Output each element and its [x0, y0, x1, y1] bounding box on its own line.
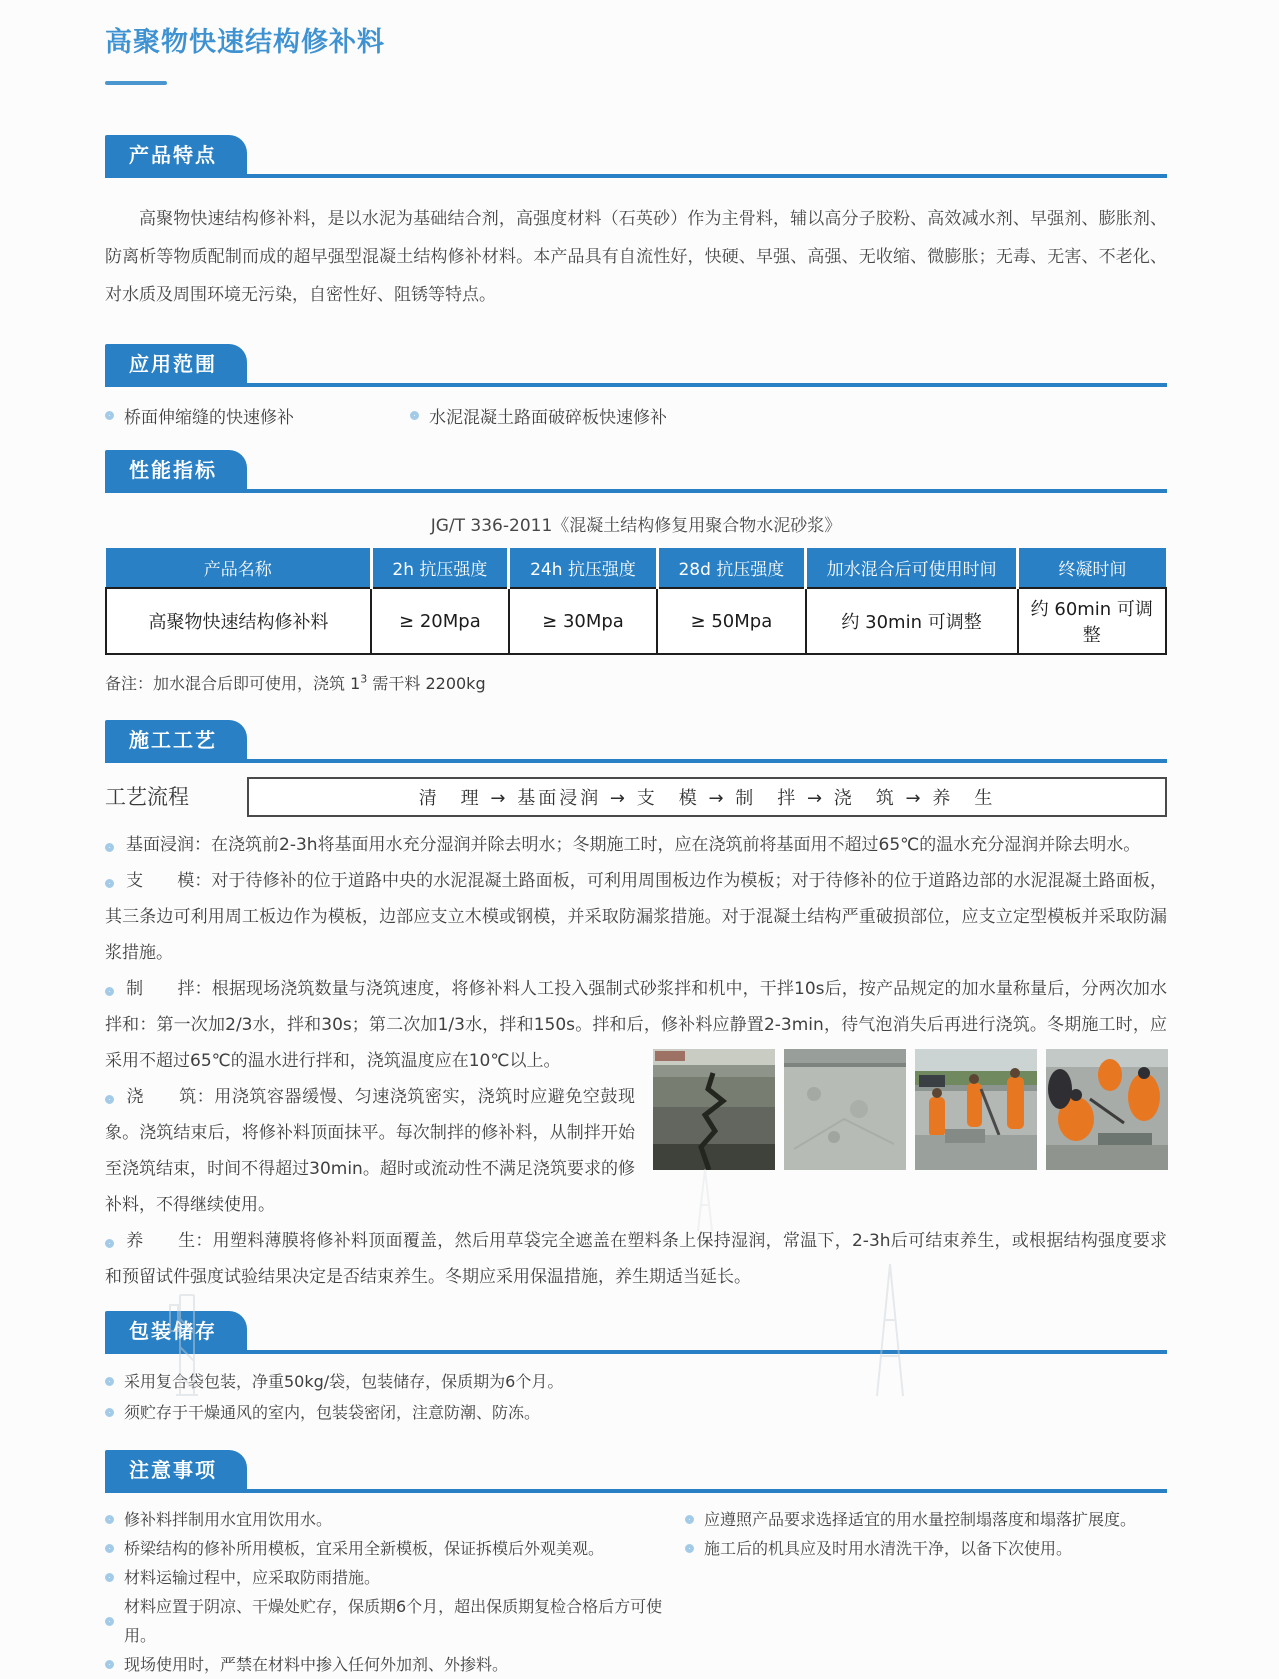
note-item-text: 应遵照产品要求选择适宜的用水量控制塌落度和塌落扩展度。 — [704, 1510, 1137, 1529]
section-tab-application: 应用范围 — [105, 344, 247, 383]
table-header-cell: 加水混合后可使用时间 — [806, 548, 1018, 588]
table-cell: ≥ 20Mpa — [371, 588, 509, 654]
section-tab-process: 施工工艺 — [105, 720, 247, 759]
ring-bullet-icon — [685, 1515, 694, 1524]
standard-reference: JG/T 336-2011《混凝土结构修复用聚合物水泥砂浆》 — [430, 516, 842, 536]
table-header-cell: 2h 抗压强度 — [371, 548, 509, 588]
process-steps — [105, 827, 1167, 1295]
ring-bullet-icon — [105, 1377, 114, 1386]
process-step-soaking — [105, 827, 1167, 863]
notes-left-column — [105, 1505, 685, 1679]
section-tab-features: 产品特点 — [105, 135, 247, 174]
note-item-text: 桥梁结构的修补所用模板，宜采用全新模板，保证拆模后外观美观。 — [124, 1539, 605, 1558]
section-head-notes — [105, 1450, 1167, 1493]
section-head-process — [105, 720, 1167, 763]
note-item — [105, 1650, 685, 1679]
table-header-cell: 产品名称 — [106, 548, 371, 588]
notes-grid — [105, 1505, 1167, 1679]
ring-bullet-icon — [105, 987, 114, 996]
process-flow-box: 清 理 → 基面浸润 → 支 模 → 制 拌 → 浇 筑 → 养 生 — [247, 777, 1167, 817]
process-flow-label: 工艺流程 — [105, 785, 189, 809]
table-cell: 约 30min 可调整 — [806, 588, 1018, 654]
section-head-packaging — [105, 1311, 1167, 1354]
table-note — [105, 671, 1167, 694]
section-tab-notes: 注意事项 — [105, 1450, 247, 1489]
ring-bullet-icon — [685, 1544, 694, 1553]
process-step-text: 支 模：对于待修补的位于道路中央的水泥混凝土路面板，可利用周围板边作为模板；对于待修补的位于道路边部的水泥混凝土路面板，其三条边可利用周工板边作为模板，边部应支立木模或钢模，并采取防漏浆措施。对于混凝土结构严重破损部位，应支立定型模板并采取防漏浆措施。 — [105, 871, 1167, 963]
section-head-features — [105, 135, 1167, 178]
cracked-pavement-photo — [653, 1049, 775, 1170]
table-note-sup: 3 — [360, 672, 368, 686]
ring-bullet-icon — [105, 1408, 114, 1417]
table-header-cell: 终凝时间 — [1018, 548, 1166, 588]
note-item-text: 现场使用时，严禁在材料中掺入任何外加剂、外掺料。 — [124, 1655, 509, 1674]
features-paragraph: 高聚物快速结构修补料，是以水泥为基础结合剂，高强度材料（石英砂）作为主骨料，辅以高分子胶粉、高效减水剂、早强剂、膨胀剂、防离析等物质配制而成的超早强型混凝土结构修补材料。本产品具有自流性好，快硬、早强、高强、无收缩、微膨胀；无毒、无害、不老化、对水质及周围环境无污染，自密性好、阻锈等特点。 — [105, 209, 1167, 305]
application-items — [105, 403, 1167, 428]
table-cell: ≥ 50Mpa — [657, 588, 805, 654]
concrete-surface-photo — [784, 1049, 906, 1170]
ring-bullet-icon — [410, 411, 419, 420]
section-head-application — [105, 344, 1167, 387]
process-step-formwork — [105, 863, 1167, 971]
table-header-row — [106, 548, 1166, 588]
note-item — [105, 1534, 685, 1563]
ring-bullet-icon — [105, 843, 114, 852]
application-item — [410, 403, 667, 428]
ring-bullet-icon — [105, 1660, 114, 1669]
process-step-text: 养 生：用塑料薄膜将修补料顶面覆盖，然后用草袋完全遮盖在塑料条上保持湿润，常温下，2-3h后可结束养生，或根据结构强度要求和预留试件强度试验结果决定是否结束养生。冬期应采用保温措施，养生期适当延长。 — [105, 1231, 1167, 1287]
table-header-cell: 28d 抗压强度 — [657, 548, 805, 588]
application-item-label: 桥面伸缩缝的快速修补 — [124, 408, 294, 428]
table-cell: 约 60min 可调整 — [1018, 588, 1166, 654]
ring-bullet-icon — [105, 879, 114, 888]
packaging-list — [105, 1366, 1167, 1428]
ring-bullet-icon — [105, 411, 114, 420]
note-item-text: 材料运输过程中，应采取防雨措施。 — [124, 1568, 381, 1587]
section-head-performance — [105, 450, 1167, 493]
page-title: 高聚物快速结构修补料 — [105, 27, 385, 58]
process-step-curing — [105, 1223, 1167, 1295]
application-item-label: 水泥混凝土路面破碎板快速修补 — [429, 408, 667, 428]
ring-bullet-icon — [105, 1573, 114, 1582]
process-step-text: 基面浸润：在浇筑前2-3h将基面用水充分湿润并除去明水；冬期施工时，应在浇筑前将基面用不超过65℃的温水充分湿润并除去明水。 — [126, 835, 1141, 855]
table-cell: ≥ 30Mpa — [509, 588, 657, 654]
road-repair-workers-photo — [915, 1049, 1037, 1170]
performance-table — [105, 548, 1167, 655]
process-step-mixing — [105, 971, 1167, 1079]
section-tab-performance: 性能指标 — [105, 450, 247, 489]
table-row — [106, 588, 1166, 654]
note-item — [105, 1505, 685, 1534]
table-header-cell: 24h 抗压强度 — [509, 548, 657, 588]
section-tab-packaging: 包装储存 — [105, 1311, 247, 1350]
application-item — [105, 403, 410, 428]
note-item-text: 施工后的机具应及时用水清洗干净，以备下次使用。 — [704, 1539, 1073, 1558]
ring-bullet-icon — [105, 1239, 114, 1248]
process-photo-strip — [653, 1049, 1167, 1170]
ring-bullet-icon — [105, 1095, 114, 1104]
table-note-text: 备注：加水混合后即可使用，浇筑 1 — [105, 674, 361, 693]
process-flow-row — [105, 777, 1167, 817]
table-cell: 高聚物快速结构修补料 — [106, 588, 371, 654]
process-step-text: 超过65℃的温水进行拌和，浇筑温度应在10℃以上。 — [156, 1051, 561, 1071]
process-step-text: 浇 筑：用浇筑容器缓慢、匀速浇筑密实，浇筑时应避免空鼓现象。浇筑结束后，将修补料顶面抹平。每次制拌的修补料，从制拌开始至浇筑结束，时间不得超过30min。超时或流动性不满足浇筑要求的修补料，不得继续使用。 — [105, 1087, 635, 1215]
note-item — [105, 1563, 685, 1592]
note-item-text: 修补料拌制用水宜用饮用水。 — [124, 1510, 333, 1529]
packaging-item-text: 须贮存于干燥通风的室内，包装袋密闭，注意防潮、防冻。 — [124, 1403, 541, 1422]
ring-bullet-icon — [105, 1544, 114, 1553]
workers-pouring-repair-photo — [1046, 1049, 1168, 1170]
note-item — [685, 1505, 1167, 1534]
ring-bullet-icon — [105, 1515, 114, 1524]
packaging-item — [105, 1366, 1167, 1397]
notes-right-column — [685, 1505, 1167, 1679]
note-item — [685, 1534, 1167, 1563]
packaging-item-text: 采用复合袋包装，净重50kg/袋，包装储存，保质期为6个月。 — [124, 1372, 564, 1391]
ring-bullet-icon — [105, 1617, 114, 1626]
process-step-text: 制 拌：根据现场浇筑数量与浇筑速度，将修补料人工投入强制式砂浆拌和机中，干拌10s后，按产品规定的加水量称量后，分两次加水拌和：第一次加2/3水，拌和30s；第二次加1/3水，拌和150s。拌和后，修补料应静置2-3min，待气泡消失后再进行浇筑。冬期施工时，应采用不 — [105, 979, 1167, 1071]
packaging-item — [105, 1397, 1167, 1428]
note-item — [105, 1592, 685, 1650]
table-note-text: 需干料 2200kg — [367, 674, 486, 693]
note-item-text: 材料应置于阴凉、干燥处贮存，保质期6个月，超出保质期复检合格后方可使用。 — [124, 1597, 663, 1645]
